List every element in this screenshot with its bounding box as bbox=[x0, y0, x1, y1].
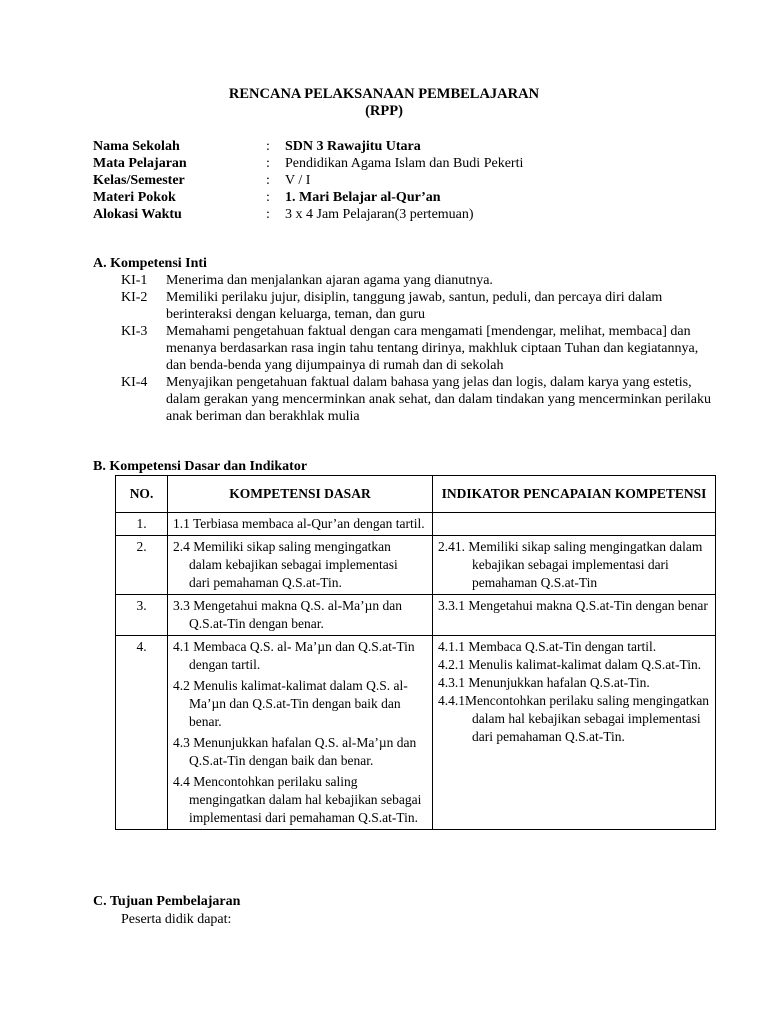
table-row bbox=[116, 513, 716, 536]
section-a-heading: A. Kompetensi Inti bbox=[93, 256, 207, 271]
ki-code: KI-2 bbox=[121, 290, 148, 305]
kd-cell bbox=[168, 595, 433, 636]
kd-item: 4.4 Mencontohkan perilaku saling mengingatkan dalam hal kebajikan sebagai implementasi dari pemahaman Q.S.at-Tin. bbox=[173, 774, 422, 825]
kd-cell bbox=[168, 636, 433, 830]
competency-table bbox=[115, 475, 716, 830]
ki-text: Memahami pengetahuan faktual dengan cara mengamati [mendengar, melihat, membaca] dan menanya berdasarkan rasa ingin tahu tentang dirinya, makhluk ciptaan Tuhan dan kegiatannya, dan benda-benda yang dijumpainya di rumah dan di sekolah bbox=[166, 324, 699, 373]
indicator-cell bbox=[433, 636, 716, 830]
info-colon: : bbox=[266, 156, 270, 171]
row-number: 2. bbox=[116, 536, 168, 595]
ki-text: Memiliki perilaku jujur, disiplin, tanggung jawab, santun, peduli, dan percaya diri dalam berinteraksi dengan keluarga, teman, dan guru bbox=[166, 290, 663, 322]
info-value: Pendidikan Agama Islam dan Budi Pekerti bbox=[285, 156, 524, 171]
kd-item: 2.4 Memiliki sikap saling mengingatkan dalam kebajikan sebagai implementasi bbox=[173, 539, 398, 572]
header-kd: KOMPETENSI DASAR bbox=[168, 476, 433, 513]
kd-item: 4.3 Menunjukkan hafalan Q.S. al-Ma’µn dan Q.S.at-Tin dengan baik dan benar. bbox=[173, 735, 417, 768]
info-colon: : bbox=[266, 139, 270, 154]
indicator-item: 2.41. Memiliki sikap saling mengingatkan dalam kebajikan sebagai implementasi dari pemahaman Q.S.at-Tin bbox=[438, 539, 703, 590]
kd-item: 3.3 Mengetahui makna Q.S. al-Ma’µn dan Q.S.at-Tin dengan benar. bbox=[173, 598, 402, 631]
indicator-item: 3.3.1 Mengetahui makna Q.S.at-Tin dengan benar bbox=[438, 598, 708, 613]
info-value: V / I bbox=[285, 173, 311, 188]
info-label: Mata Pelajaran bbox=[93, 156, 187, 171]
row-number: 3. bbox=[116, 595, 168, 636]
info-value: 3 x 4 Jam Pelajaran(3 pertemuan) bbox=[285, 207, 474, 222]
section-c-heading: C. Tujuan Pembelajaran bbox=[93, 894, 241, 909]
info-label: Alokasi Waktu bbox=[93, 207, 182, 222]
indicator-cell bbox=[433, 536, 716, 595]
table-row bbox=[116, 636, 716, 830]
table-header-row bbox=[116, 476, 716, 513]
ki-text: Menerima dan menjalankan ajaran agama yang dianutnya. bbox=[166, 273, 493, 288]
kd-item: 4.2 Menulis kalimat-kalimat dalam Q.S. al- Ma’µn dan Q.S.at-Tin dengan baik dan benar. bbox=[173, 678, 408, 729]
info-label: Materi Pokok bbox=[93, 190, 176, 205]
kd-item: 4.1 Membaca Q.S. al- Ma’µn dan Q.S.at-Tin dengan tartil. bbox=[173, 639, 415, 672]
indicator-item: 4.1.1 Membaca Q.S.at-Tin dengan tartil. bbox=[438, 639, 657, 654]
list-item bbox=[121, 289, 711, 323]
kd-cell bbox=[168, 536, 433, 595]
header-no: NO. bbox=[116, 476, 168, 513]
row-number: 1. bbox=[116, 513, 168, 536]
info-label: Kelas/Semester bbox=[93, 173, 185, 188]
list-item bbox=[121, 272, 711, 289]
ki-code: KI-1 bbox=[121, 273, 148, 288]
indicator-item: 4.3.1 Menunjukkan hafalan Q.S.at-Tin. bbox=[438, 675, 650, 690]
info-value: SDN 3 Rawajitu Utara bbox=[285, 139, 421, 154]
kd-item: 1.1 Terbiasa membaca al-Qur’an dengan tartil. bbox=[173, 516, 425, 531]
kd-cell bbox=[168, 513, 433, 536]
indicator-item: 4.2.1 Menulis kalimat-kalimat dalam Q.S.at-Tin. bbox=[438, 657, 702, 672]
row-number: 4. bbox=[116, 636, 168, 830]
ki-code: KI-4 bbox=[121, 375, 148, 390]
info-colon: : bbox=[266, 207, 270, 222]
kd-item-continuation: dari pemahaman Q.S.at-Tin. bbox=[189, 575, 342, 590]
indicator-cell bbox=[433, 595, 716, 636]
indicator-cell bbox=[433, 513, 716, 536]
section-b-heading: B. Kompetensi Dasar dan Indikator bbox=[93, 459, 308, 474]
info-value: 1. Mari Belajar al-Qur’an bbox=[285, 190, 441, 205]
title-line-1: RENCANA PELAKSANAAN PEMBELAJARAN bbox=[228, 86, 540, 102]
list-item bbox=[121, 374, 711, 425]
table-row bbox=[116, 595, 716, 636]
info-colon: : bbox=[266, 190, 270, 205]
title-line-2: (RPP) bbox=[365, 103, 403, 119]
document-title bbox=[0, 86, 768, 120]
list-item bbox=[121, 323, 711, 374]
core-competency-list bbox=[121, 272, 711, 425]
ki-text: Menyajikan pengetahuan faktual dalam bahasa yang jelas dan logis, dalam karya yang estetis, dalam gerakan yang mencerminkan anak sehat, dan dalam tindakan yang mencerminkan perilaku anak beriman dan berakhlak mulia bbox=[166, 375, 712, 424]
indicator-item: 4.4.1Mencontohkan perilaku saling mengingatkan dalam hal kebajikan sebagai implementasi dari pemahaman Q.S.at-Tin. bbox=[438, 693, 710, 744]
header-indicator: INDIKATOR PENCAPAIAN KOMPETENSI bbox=[433, 476, 716, 513]
section-c-intro: Peserta didik dapat: bbox=[121, 912, 232, 927]
info-label: Nama Sekolah bbox=[93, 139, 180, 154]
ki-code: KI-3 bbox=[121, 324, 148, 339]
info-colon: : bbox=[266, 173, 270, 188]
table-row bbox=[116, 536, 716, 595]
